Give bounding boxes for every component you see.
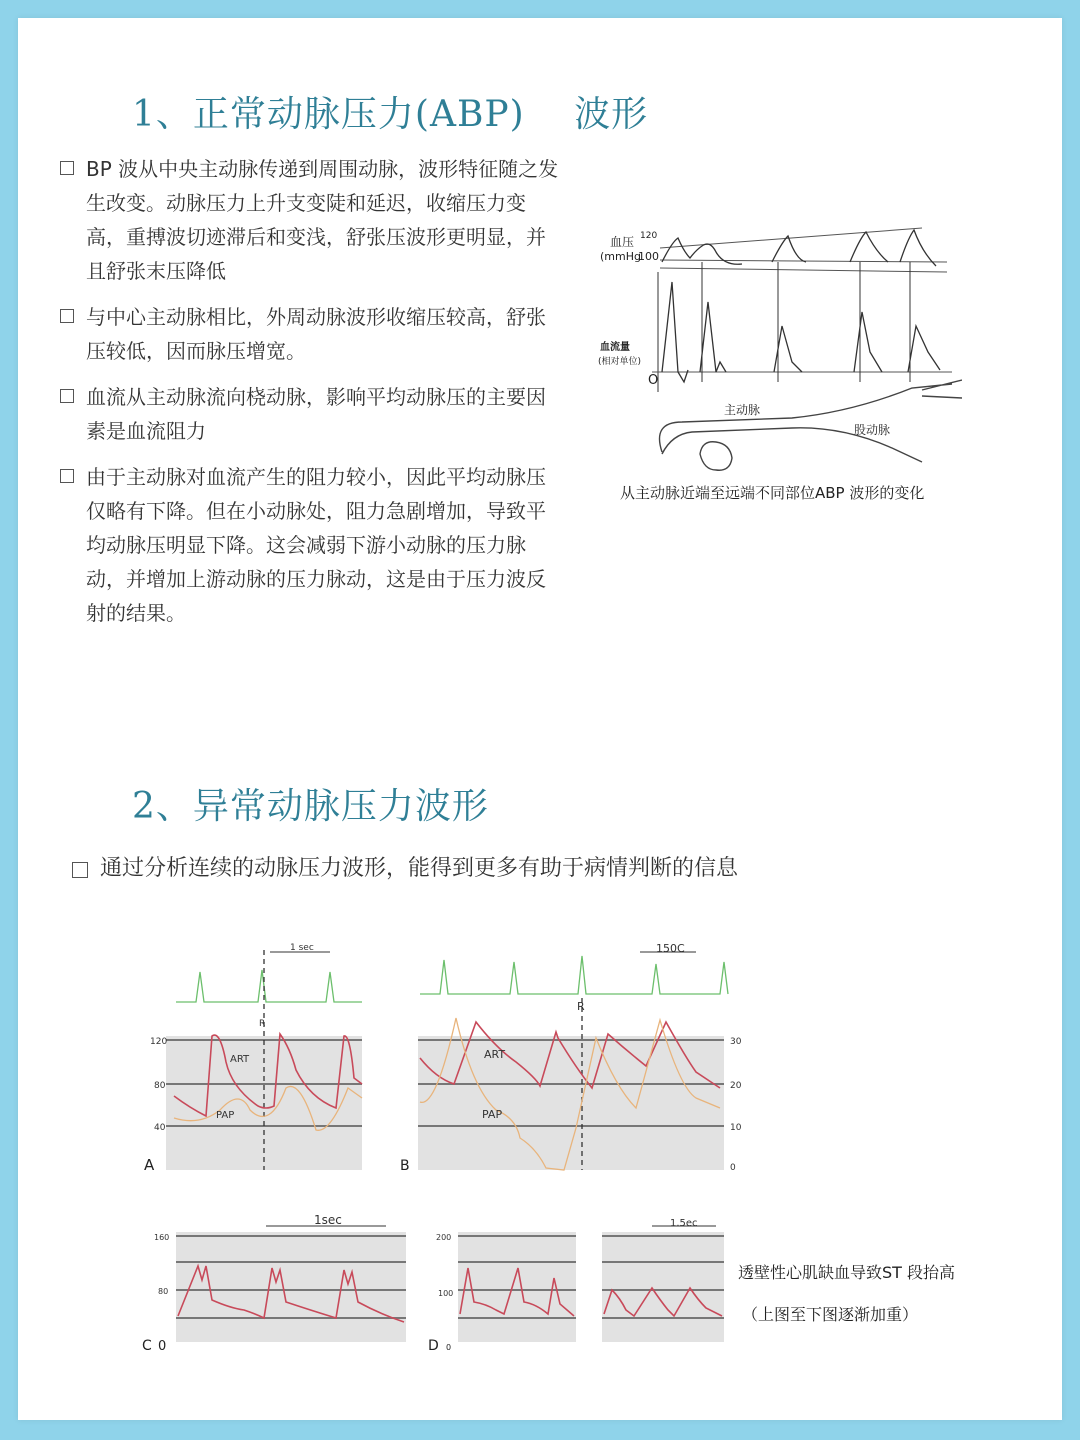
panel-letter: B [400, 1158, 410, 1174]
time-scale-label: 1sec [314, 1213, 342, 1227]
bullet-item [60, 460, 560, 630]
bp-axis-label: 血压 [610, 235, 635, 249]
tick-label: 30 [730, 1037, 742, 1047]
flow-axis-unit: (相对单位) [598, 357, 642, 367]
tick-label: 200 [436, 1233, 452, 1242]
heart-drawing [700, 442, 732, 471]
checkbox-square-icon [60, 469, 74, 483]
panel-letter: A [144, 1156, 155, 1174]
side-caption-st-elevation: 透壁性心肌缺血导致ST 段抬高 [738, 1263, 956, 1282]
section1-bullet-list [60, 152, 560, 642]
art-label: ART [484, 1048, 506, 1061]
panel-d-right [598, 1210, 728, 1356]
bullet-item [60, 300, 560, 368]
zero-label: 0 [446, 1343, 452, 1352]
section2-title: 2、异常动脉压力波形 [132, 786, 489, 827]
panel-a [140, 938, 370, 1178]
tick-label: 80 [154, 1081, 166, 1091]
section2-bullet [72, 852, 860, 886]
panel-letter: C [142, 1338, 152, 1354]
panel-d-background [458, 1232, 576, 1342]
tick-label: 40 [154, 1123, 166, 1133]
tick-label: 120 [150, 1037, 168, 1047]
bullet-item [60, 152, 560, 288]
tick-label: 80 [158, 1287, 169, 1296]
abp-propagation-figure [592, 222, 962, 472]
r-label: R [259, 1019, 266, 1029]
panel-c [140, 1210, 410, 1356]
panel-d-right-background [602, 1232, 724, 1342]
panel-b [396, 938, 746, 1178]
tick-label: 10 [730, 1123, 742, 1133]
checkbox-square-icon [72, 862, 88, 878]
bullet-text: BP 波从中央主动脉传递到周围动脉，波形特征随之发生改变。动脉压力上升支变陡和延迟，收缩压力变高，重搏波切迹滞后和变浅，舒张压波形更明显，并且舒张末压降低 [86, 157, 559, 283]
bullet-text: 由于主动脉对血流产生的阻力较小，因此平均动脉压仅略有下降。但在小动脉处，阻力急剧增加，导致平均动脉压明显下降。这会减弱下游小动脉的压力脉动，并增加上游动脉的压力脉动，这是由于压力波反射的结果。 [86, 465, 546, 625]
tick-label: 20 [730, 1081, 742, 1091]
time-scale-label: 1.5ec [670, 1218, 698, 1229]
checkbox-square-icon [60, 309, 74, 323]
tick-label: 100 [438, 1289, 454, 1298]
flow-waveforms [662, 282, 940, 382]
ecg-trace [420, 956, 728, 994]
time-scale-label: 150C [656, 942, 685, 955]
time-scale-label: 1 sec [290, 943, 314, 953]
checkbox-square-icon [60, 161, 74, 175]
bp-axis-unit: (mmHg [600, 250, 641, 263]
aorta-vessel-drawing [660, 380, 963, 462]
tick-label: 0 [730, 1163, 736, 1173]
pap-label: PAP [216, 1110, 235, 1121]
checkbox-square-icon [60, 389, 74, 403]
ecg-trace [176, 970, 362, 1002]
bullet-text: 通过分析连续的动脉压力波形，能得到更多有助于病情判断的信息 [100, 856, 739, 881]
bullet-item [60, 380, 560, 448]
bp-base-line-2 [660, 268, 947, 272]
section1-title: 1、正常动脉压力(ABP) 波形 [132, 94, 649, 135]
zero-label: O [648, 373, 659, 388]
zero-label: 0 [158, 1339, 167, 1354]
panel-d [426, 1210, 580, 1356]
r-label: R [577, 1000, 585, 1013]
flow-axis-label: 血流量 [600, 342, 630, 353]
bp-tick-120: 120 [640, 231, 658, 241]
art-label: ART [230, 1054, 250, 1065]
bullet-text: 与中心主动脉相比，外周动脉波形收缩压较高，舒张压较低，因而脉压增宽。 [86, 305, 546, 363]
aorta-label: 主动脉 [724, 403, 761, 417]
panel-letter: D [428, 1338, 439, 1354]
bp-tick-100: 100 [638, 250, 659, 263]
side-caption-note: （上图至下图逐渐加重） [742, 1305, 919, 1324]
pap-label: PAP [482, 1108, 503, 1121]
tick-label: 160 [154, 1233, 170, 1242]
femoral-label: 股动脉 [854, 423, 891, 437]
bullet-text: 血流从主动脉流向桡动脉，影响平均动脉压的主要因素是血流阻力 [86, 385, 546, 443]
figure-caption: 从主动脉近端至远端不同部位ABP 波形的变化 [620, 484, 925, 502]
